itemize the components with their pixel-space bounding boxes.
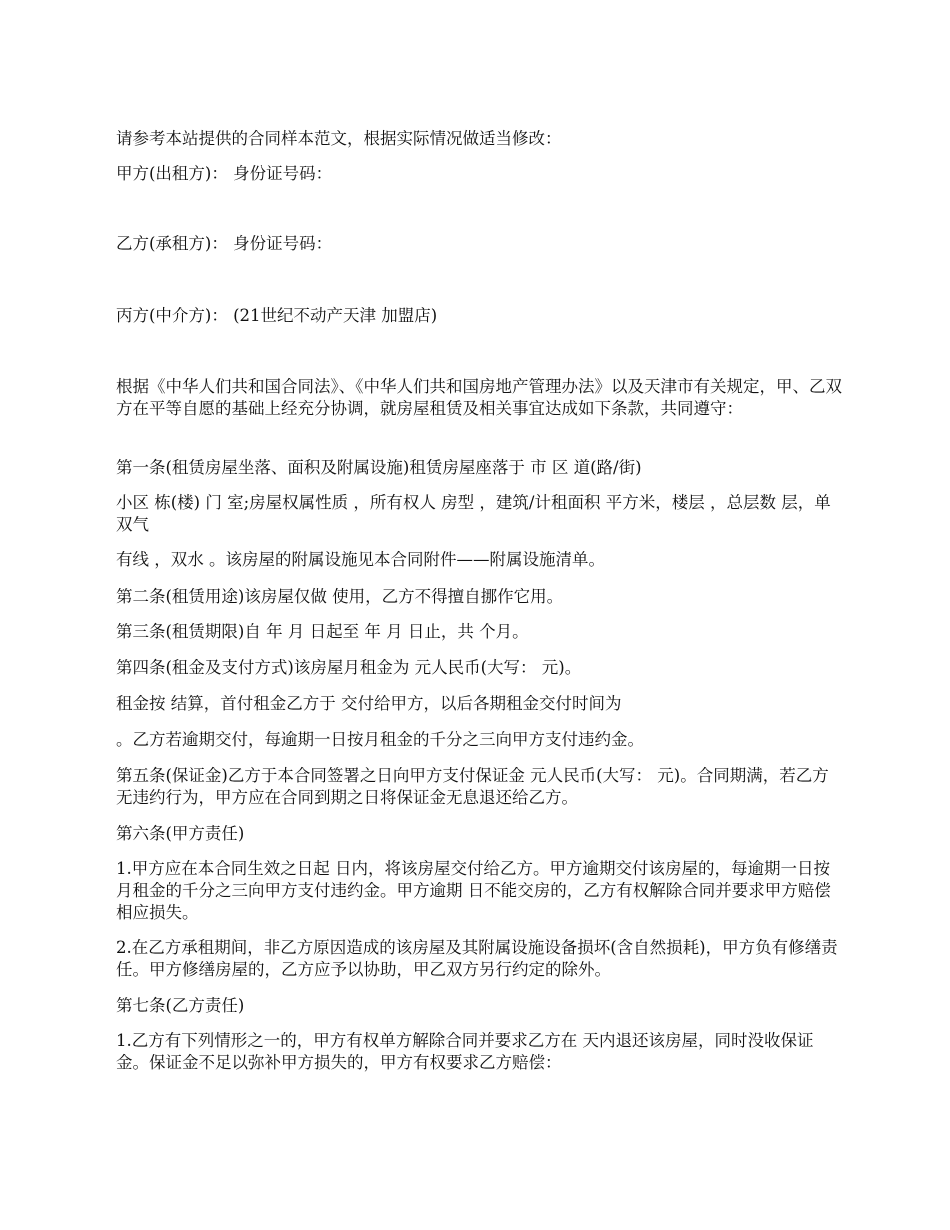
article-6-heading: 第六条(甲方责任) [116,824,245,843]
article-3-paragraph: 第三条(租赁期限)自 年 月 日起至 年 月 日止，共 个月。 [116,622,529,641]
article-1-details-line: 小区 栋(楼) 门 室;房屋权属性质 ，所有权人 房型 ，建筑/计租面积 平方米，楼层 ，总层数 层，单双气 [116,493,831,534]
article-7-heading: 第七条(乙方责任) [116,996,245,1015]
party-c-line: 丙方(中介方)： (21世纪不动产天津 加盟店) [116,306,438,325]
article-5-paragraph: 第五条(保证金)乙方于本合同签署之日向甲方支付保证金 元人民币(大写： 元)。合同期满，若乙方无违约行为，甲方应在合同到期之日将保证金无息退还给乙方。 [116,766,829,807]
late-payment-line: 。乙方若逾期交付，每逾期一日按月租金的千分之三向甲方支付违约金。 [116,730,644,749]
article-6-clause-1: 1.甲方应在本合同生效之日起 日内，将该房屋交付给乙方。甲方逾期交付该房屋的，每逾期一日按月租金的千分之三向甲方支付违约金。甲方逾期 日不能交房的，乙方有权解除合同并要求甲方赔偿相应损失。 [116,859,831,922]
intro-note: 请参考本站提供的合同样本范文，根据实际情况做适当修改： [116,129,562,148]
article-1-heading-line: 第一条(租赁房屋坐落、面积及附属设施)租赁房屋座落于 市 区 道(路/街) [116,458,642,477]
article-6-clause-2: 2.在乙方承租期间，非乙方原因造成的该房屋及其附属设施设备损坏(含自然损耗)，甲方负有修缮责任。甲方修缮房屋的，乙方应予以协助，甲乙双方另行约定的除外。 [116,938,838,979]
article-2-paragraph: 第二条(租赁用途)该房屋仅做 使用，乙方不得擅自挪作它用。 [116,587,564,606]
article-1-facilities-line: 有线 ，双水 。该房屋的附属设施见本合同附件——附属设施清单。 [116,550,605,569]
rent-payment-line: 租金按 结算，首付租金乙方于 交付给甲方，以后各期租金交付时间为 [116,694,622,713]
preamble-paragraph: 根据《中华人们共和国合同法》、《中华人们共和国房地产管理办法》以及天津市有关规定，甲、乙双方在平等自愿的基础上经充分协调，就房屋租赁及相关事宜达成如下条款，共同遵守： [116,377,842,418]
article-4-paragraph: 第四条(租金及支付方式)该房屋月租金为 元人民币(大写： 元)。 [116,658,582,677]
party-a-line: 甲方(出租方)： 身份证号码： [116,164,333,183]
article-7-clause-1: 1.乙方有下列情形之一的，甲方有权单方解除合同并要求乙方在 天内退还该房屋，同时没收保证金。保证金不足以弥补甲方损失的，甲方有权要求乙方赔偿： [116,1031,814,1072]
party-b-line: 乙方(承租方)： 身份证号码： [116,234,333,253]
